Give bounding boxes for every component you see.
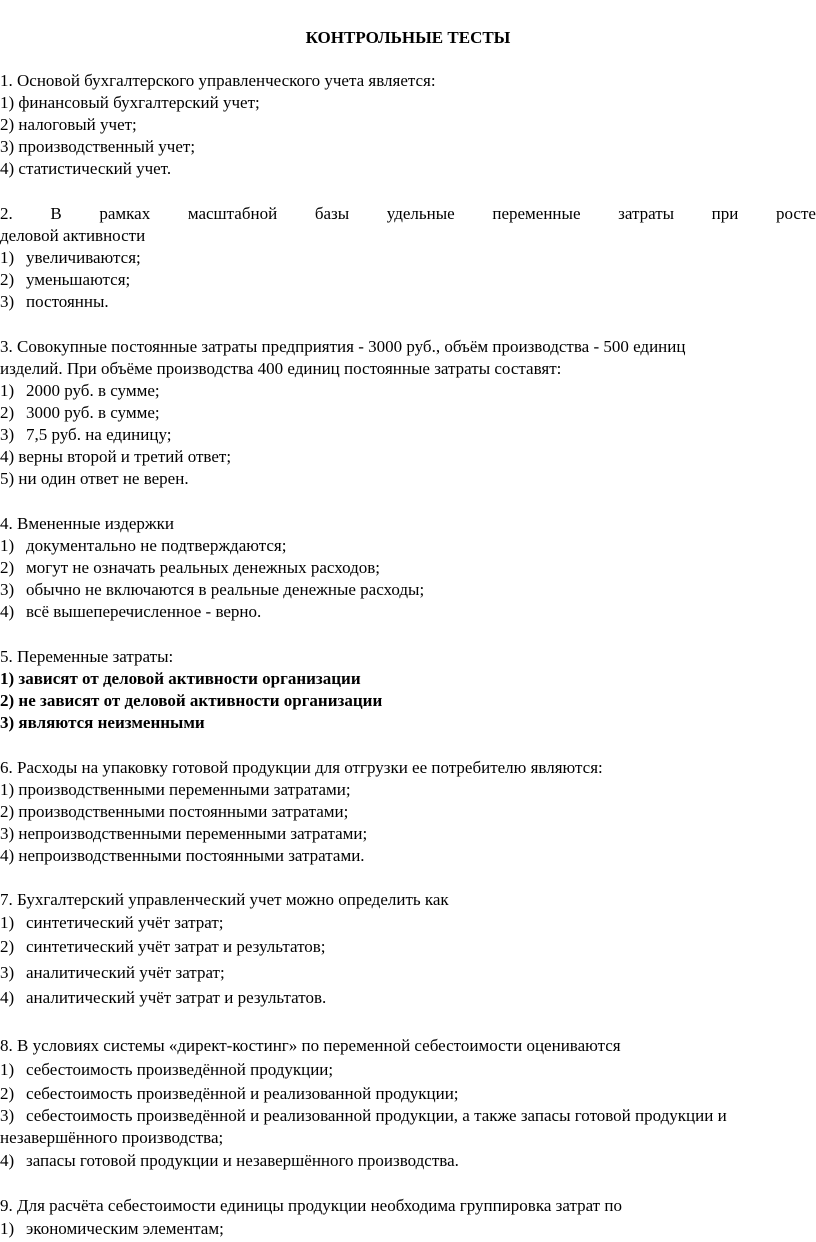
q2-word: удельные [386, 204, 455, 223]
q8-option-4 [0, 1150, 459, 1172]
question-9: 9. Для расчёта себестоимости единицы продукции необходима группировка затрат по [0, 1196, 622, 1215]
option-text: 3000 руб. в сумме; [26, 403, 160, 422]
option-text: себестоимость произведённой и реализованной продукции, а также запасы готовой продукции и [26, 1106, 727, 1125]
option-number: 4) [0, 602, 15, 621]
option-text: синтетический учёт затрат и результатов; [26, 937, 326, 956]
option-text: 7,5 руб. на единицу; [26, 425, 172, 444]
option-number: 4) [0, 988, 15, 1007]
q1-option-4: 4) статистический учет. [0, 159, 172, 178]
q7-option-1 [0, 912, 224, 934]
option-number: 1) [0, 913, 15, 932]
q3-option-2 [0, 402, 160, 424]
q4-option-2 [0, 557, 380, 579]
q9-option-1 [0, 1218, 224, 1240]
q3-option-1 [0, 380, 160, 402]
q7-option-2 [0, 936, 326, 958]
option-number: 1) [0, 536, 15, 555]
question-4: 4. Вмененные издержки [0, 514, 175, 533]
option-text: документально не подтверждаются; [26, 536, 287, 555]
q6-option-4: 4) непроизводственными постоянными затратами. [0, 846, 365, 865]
q8-option-1 [0, 1059, 333, 1081]
option-text: могут не означать реальных денежных расходов; [26, 558, 381, 577]
option-number: 4) [0, 1151, 15, 1170]
option-text: аналитический учёт затрат; [26, 963, 225, 982]
option-number: 3) [0, 580, 15, 599]
q5-option-1: 1) зависят от деловой активности организации [0, 669, 361, 688]
q3-option-5: 5) ни один ответ не верен. [0, 469, 189, 488]
q6-option-1: 1) производственными переменными затратами; [0, 780, 351, 799]
q6-option-2: 2) производственными постоянными затратами; [0, 802, 349, 821]
q5-option-2: 2) не зависят от деловой активности организации [0, 691, 383, 710]
option-number: 1) [0, 1060, 15, 1079]
q7-option-3 [0, 962, 225, 984]
question-5: 5. Переменные затраты: [0, 647, 174, 666]
option-number: 3) [0, 292, 15, 311]
option-number: 2) [0, 1084, 15, 1103]
question-7: 7. Бухгалтерский управленческий учет можно определить как [0, 890, 449, 909]
q4-option-1 [0, 535, 286, 557]
option-number: 2) [0, 270, 15, 289]
option-number: 1) [0, 1219, 15, 1238]
q4-option-4 [0, 601, 261, 623]
q2-word: росте [776, 204, 816, 223]
q7-option-4 [0, 987, 326, 1009]
option-number: 3) [0, 963, 15, 982]
option-number: 3) [0, 425, 15, 444]
option-text: себестоимость произведённой и реализованной продукции; [26, 1084, 459, 1103]
q1-option-2: 2) налоговый учет; [0, 115, 137, 134]
q3-option-3 [0, 424, 171, 446]
q4-option-3 [0, 579, 424, 601]
q1-option-3: 3) производственный учет; [0, 137, 196, 156]
option-text: запасы готовой продукции и незавершённого производства. [26, 1151, 459, 1170]
q5-option-3: 3) являются неизменными [0, 713, 205, 732]
q8-option-3-continuation: незавершённого производства; [0, 1128, 224, 1147]
q8-option-3 [0, 1105, 727, 1127]
option-number: 3) [0, 1106, 15, 1125]
option-text: всё вышеперечисленное - верно. [26, 602, 262, 621]
option-number: 2) [0, 937, 15, 956]
option-text: аналитический учёт затрат и результатов. [26, 988, 327, 1007]
page-title: КОНТРОЛЬНЫЕ ТЕСТЫ [305, 28, 511, 47]
option-text: уменьшаются; [26, 270, 131, 289]
q2-word: 2. [0, 204, 13, 223]
option-text: себестоимость произведённой продукции; [26, 1060, 334, 1079]
option-number: 2) [0, 403, 15, 422]
question-1: 1. Основой бухгалтерского управленческого учета является: [0, 71, 436, 90]
q8-option-2 [0, 1083, 459, 1105]
q2-word: переменные [492, 204, 581, 223]
question-2-continuation: деловой активности [0, 226, 146, 245]
question-3-continuation: изделий. При объёме производства 400 единиц постоянные затраты составят: [0, 359, 562, 378]
q3-option-4: 4) верны второй и третий ответ; [0, 447, 232, 466]
option-number: 1) [0, 248, 15, 267]
q2-word: масштабной [187, 204, 278, 223]
q2-option-3 [0, 291, 109, 313]
q6-option-3: 3) непроизводственными переменными затратами; [0, 824, 368, 843]
q2-word: В [50, 204, 62, 223]
option-text: 2000 руб. в сумме; [26, 381, 160, 400]
option-text: постоянны. [26, 292, 109, 311]
q1-option-1: 1) финансовый бухгалтерский учет; [0, 93, 260, 112]
option-text: увеличиваются; [26, 248, 141, 267]
q2-word: затраты [618, 204, 675, 223]
q2-word: рамках [99, 204, 151, 223]
q2-option-2 [0, 269, 130, 291]
option-text: синтетический учёт затрат; [26, 913, 224, 932]
question-2 [0, 203, 816, 225]
question-6: 6. Расходы на упаковку готовой продукции для отгрузки ее потребителю являются: [0, 758, 603, 777]
question-8: 8. В условиях системы «директ-костинг» по переменной себестоимости оцениваются [0, 1036, 621, 1055]
q2-word: при [711, 204, 739, 223]
option-number: 1) [0, 381, 15, 400]
option-number: 2) [0, 558, 15, 577]
question-3: 3. Совокупные постоянные затраты предприятия - 3000 руб., объём производства - 500 единиц [0, 337, 686, 356]
option-text: обычно не включаются в реальные денежные расходы; [26, 580, 425, 599]
q2-option-1 [0, 247, 141, 269]
option-text: экономическим элементам; [26, 1219, 224, 1238]
q2-word: базы [314, 204, 350, 223]
